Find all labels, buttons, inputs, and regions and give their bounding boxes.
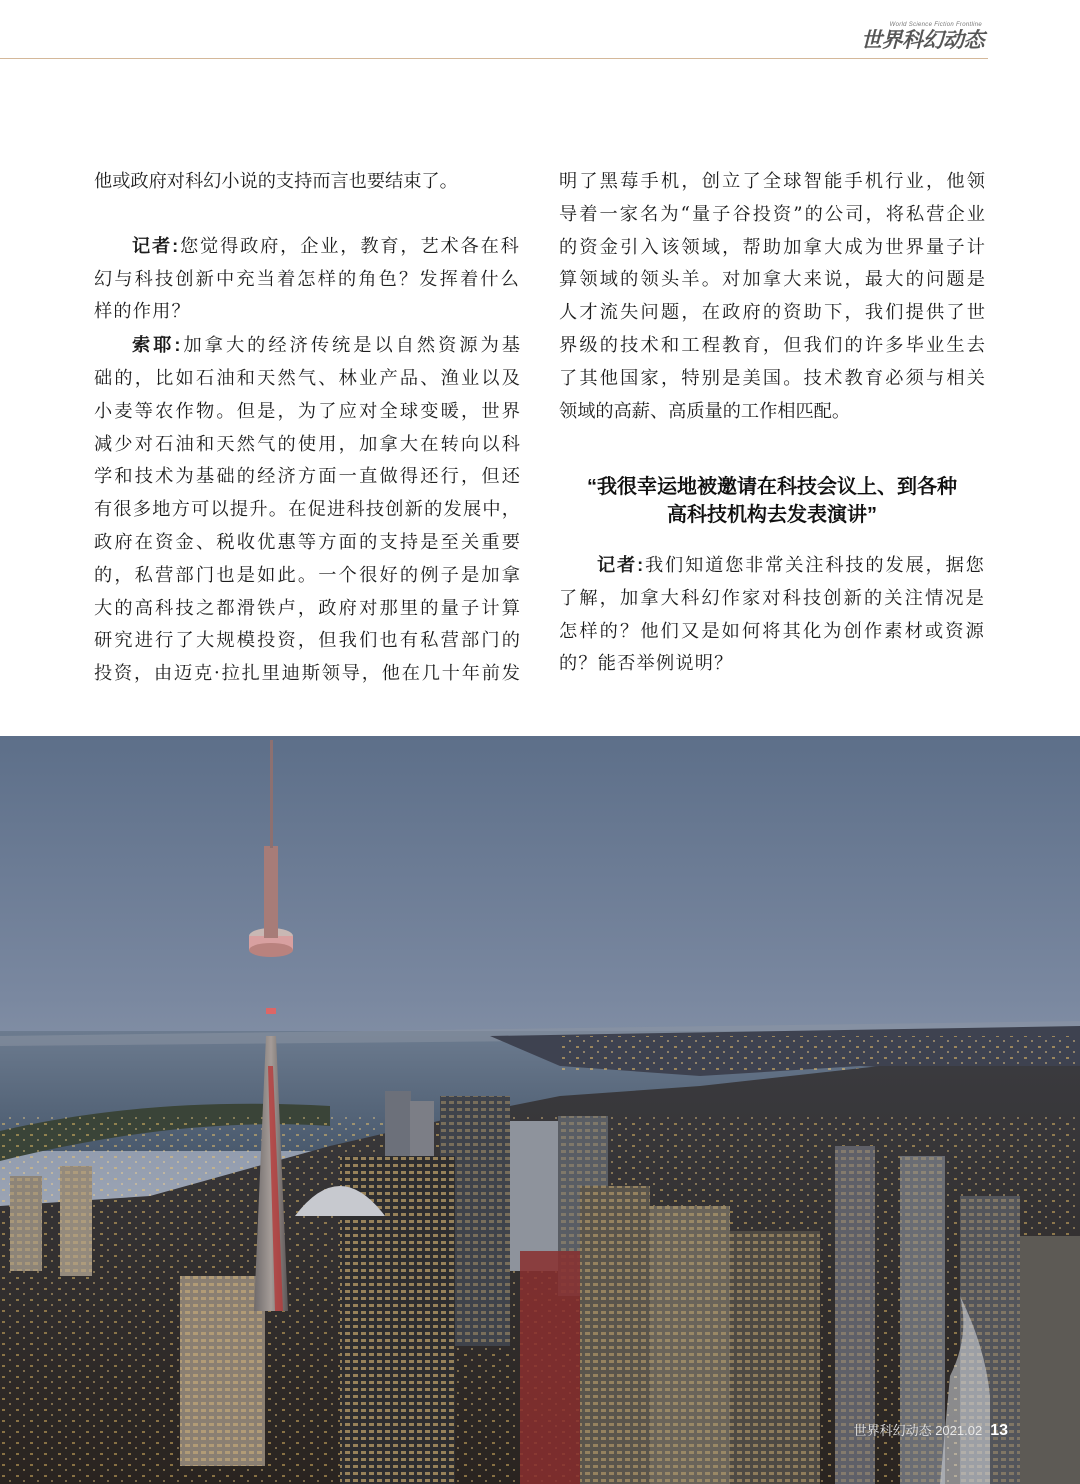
logo-english: World Science Fiction Frontline <box>889 22 982 28</box>
pull-quote-line: “我很幸运地被邀请在科技会议上、到各种 <box>587 476 957 498</box>
speaker-label: 记者: <box>132 235 180 256</box>
text-line: 领域的高薪、高质量的工作相匹配。 <box>559 400 851 422</box>
text-line: 的？能否举例说明？ <box>559 653 734 675</box>
text-line: 算领域的领头羊。对加拿大来说，最大的问题是 <box>559 269 985 291</box>
page-footer <box>854 1420 1008 1440</box>
text-line: 了其他国家，特别是美国。技术教育必须与相关 <box>559 367 985 389</box>
text-line: 政府在资金、税收优惠等方面的支持是至关重要 <box>94 531 520 553</box>
text-line: 人才流失问题，在政府的资助下，我们提供了世 <box>559 302 985 324</box>
issue-label: 世界科幻动态 2021.02 <box>853 1423 983 1438</box>
text-line: 了解，加拿大科幻作家对科技创新的关注情况是 <box>559 587 985 609</box>
right-column <box>559 166 985 428</box>
text-line: 怎样的？他们又是如何将其化为创作素材或资源 <box>559 620 985 642</box>
text-line: 投资，由迈克·拉扎里迪斯领导，他在几十年前发 <box>94 663 520 685</box>
text-line: 的资金引入该领域，帮助加拿大成为世界量子计 <box>559 236 985 258</box>
text-line: 的，私营部门也是如此。一个很好的例子是加拿 <box>94 564 520 586</box>
interviewer-question <box>559 549 985 681</box>
text-line: 幻与科技创新中充当着怎样的角色？发挥着什么 <box>94 268 520 290</box>
speaker-label: 索耶: <box>132 335 181 356</box>
text-line: 有很多地方可以提升。在促进科技创新的发展中， <box>94 499 520 521</box>
right-column-question <box>559 549 985 681</box>
text-line: 样的作用？ <box>94 301 191 323</box>
logo-chinese: 世界科幻动态 <box>861 27 984 52</box>
pull-quote <box>559 473 985 529</box>
header-rule <box>0 58 988 59</box>
text-line: 研究进行了大规模投资，但我们也有私营部门的 <box>94 630 520 652</box>
text-line: 记者:我们知道您非常关注科技的发展，据您 <box>597 555 985 576</box>
text-line: 索耶:加拿大的经济传统是以自然资源为基 <box>132 335 520 357</box>
text-line: 础的，比如石油和天然气、林业产品、渔业以及 <box>94 367 520 389</box>
text-line: 界级的技术和工程教育，但我们的许多毕业生去 <box>559 334 985 356</box>
text-line: 小麦等农作物。但是，为了应对全球变暖，世界 <box>94 400 520 422</box>
magazine-logo <box>861 22 984 51</box>
left-column <box>94 166 520 691</box>
text-line: 明了黑莓手机，创立了全球智能手机行业，他领 <box>559 171 985 192</box>
page-header <box>0 0 1080 62</box>
answer-continued <box>559 166 985 428</box>
interviewee-answer <box>94 329 520 691</box>
toronto-skyline-photo <box>0 736 1080 1484</box>
text-line: 记者:您觉得政府，企业，教育，艺术各在科 <box>132 235 520 257</box>
pull-quote-line: 高科技机构去发表演讲” <box>667 504 877 526</box>
speaker-label: 记者: <box>597 555 645 575</box>
page-number: 13 <box>990 1422 1008 1439</box>
text-line: 大的高科技之都滑铁卢，政府对那里的量子计算 <box>94 597 520 619</box>
interviewer-question <box>94 230 520 329</box>
text-line: 导着一家名为“量子谷投资”的公司，将私营企业 <box>559 203 985 225</box>
continued-paragraph <box>94 166 520 199</box>
text-line: 他或政府对科幻小说的支持而言也要结束了。 <box>94 171 458 192</box>
text-line: 学和技术为基础的经济方面一直做得还行，但还 <box>94 466 520 488</box>
text-line: 减少对石油和天然气的使用，加拿大在转向以科 <box>94 433 520 455</box>
